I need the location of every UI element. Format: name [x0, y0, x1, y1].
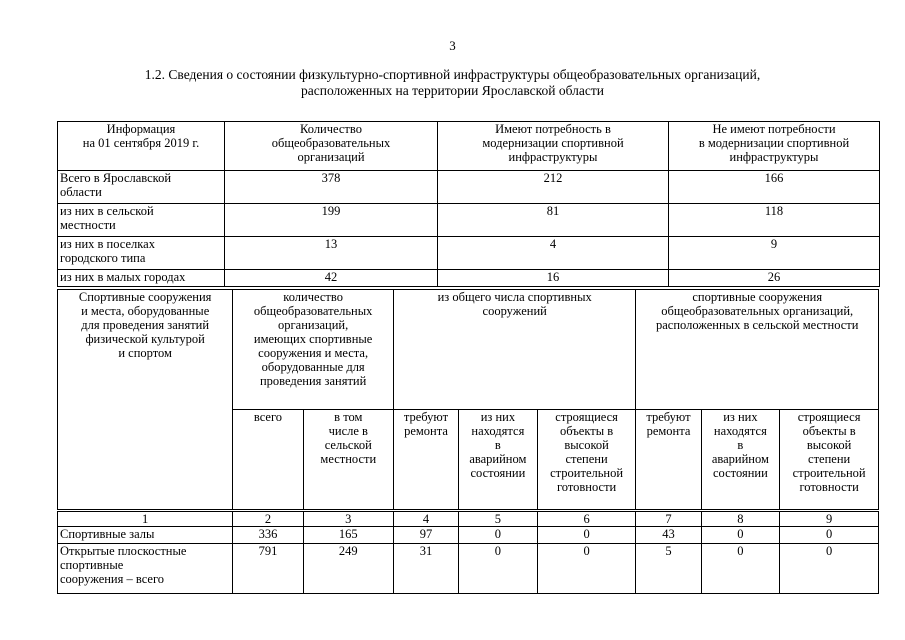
- cell-total: 42: [225, 270, 438, 287]
- document-title: [70, 67, 835, 99]
- column-number: 9: [780, 512, 879, 527]
- column-number: 4: [393, 512, 458, 527]
- table-cell: 0: [537, 527, 636, 544]
- table-cell: 791: [233, 544, 303, 594]
- cell-no-need: 166: [669, 171, 880, 204]
- facilities-header-table: [57, 289, 879, 510]
- row-label: Спортивные залы: [58, 527, 233, 544]
- subheader-rural-emergency: из них находятся в аварийном состоянии: [701, 410, 780, 510]
- table-cell: 0: [701, 544, 780, 594]
- column-number: 5: [459, 512, 538, 527]
- title-line-2: расположенных на территории Ярославской области: [301, 83, 604, 98]
- table-cell: 5: [636, 544, 701, 594]
- column-number-row: [58, 512, 879, 527]
- table-cell: 43: [636, 527, 701, 544]
- column-number: 7: [636, 512, 701, 527]
- subheader-emergency: из них находятся в аварийном состоянии: [459, 410, 538, 510]
- row-label: из них в сельской местности: [58, 204, 225, 237]
- table-row: [58, 204, 880, 237]
- table-row: [58, 544, 879, 594]
- summary-table: [57, 121, 880, 287]
- header-total-orgs: Количество общеобразовательных организаций: [225, 122, 438, 171]
- row-label: Открытые плоскостные спортивные сооружения – всего: [58, 544, 233, 594]
- cell-total: 199: [225, 204, 438, 237]
- cell-no-need: 118: [669, 204, 880, 237]
- header-no-need-modernization: Не имеют потребности в модернизации спортивной инфраструктуры: [669, 122, 880, 171]
- header-orgs-with-facilities: количество общеобразовательных организаций, имеющих спортивные сооружения и места, оборудованные для проведения занятий: [233, 290, 394, 410]
- table-row: [58, 527, 879, 544]
- table-cell: 336: [233, 527, 303, 544]
- table-row: [58, 171, 880, 204]
- row-label: Всего в Ярославской области: [58, 171, 225, 204]
- summary-header-row: [58, 122, 880, 171]
- cell-need: 16: [438, 270, 669, 287]
- subheader-under-construction: строящиеся объекты в высокой степени строительной готовности: [537, 410, 636, 510]
- facilities-group-row: [58, 290, 879, 410]
- column-number: 2: [233, 512, 303, 527]
- cell-total: 378: [225, 171, 438, 204]
- table-cell: 0: [459, 527, 538, 544]
- table-cell: 0: [459, 544, 538, 594]
- header-total-facilities: из общего числа спортивных сооружений: [393, 290, 636, 410]
- header-facilities-type: Спортивные сооружения и места, оборудованные для проведения занятий физической культурой и спортом: [58, 290, 233, 510]
- table-cell: 249: [303, 544, 393, 594]
- cell-need: 81: [438, 204, 669, 237]
- column-number: 3: [303, 512, 393, 527]
- facilities-data-table: [57, 511, 879, 594]
- cell-total: 13: [225, 237, 438, 270]
- header-info-date: Информация на 01 сентября 2019 г.: [58, 122, 225, 171]
- table-row: [58, 237, 880, 270]
- cell-no-need: 9: [669, 237, 880, 270]
- subheader-rural-need-repair: требуют ремонта: [636, 410, 701, 510]
- table-cell: 31: [393, 544, 458, 594]
- subheader-rural: в том числе в сельской местности: [303, 410, 393, 510]
- subheader-need-repair: требуют ремонта: [393, 410, 458, 510]
- table-cell: 0: [701, 527, 780, 544]
- page-number: 3: [449, 38, 456, 53]
- cell-need: 4: [438, 237, 669, 270]
- table-cell: 0: [537, 544, 636, 594]
- column-number: 1: [58, 512, 233, 527]
- title-line-1: 1.2. Сведения о состоянии физкультурно-спортивной инфраструктуры общеобразовательных организаций,: [144, 67, 761, 82]
- row-label: из них в поселках городского типа: [58, 237, 225, 270]
- subheader-total: всего: [233, 410, 303, 510]
- header-rural-facilities: спортивные сооружения общеобразовательных организаций, расположенных в сельской местности: [636, 290, 879, 410]
- cell-need: 212: [438, 171, 669, 204]
- table-cell: 97: [393, 527, 458, 544]
- header-need-modernization: Имеют потребность в модернизации спортивной инфраструктуры: [438, 122, 669, 171]
- column-number: 6: [537, 512, 636, 527]
- row-label: из них в малых городах: [58, 270, 225, 287]
- table-cell: 0: [780, 527, 879, 544]
- subheader-rural-under-construction: строящиеся объекты в высокой степени строительной готовности: [780, 410, 879, 510]
- table-row: [58, 270, 880, 287]
- table-cell: 165: [303, 527, 393, 544]
- cell-no-need: 26: [669, 270, 880, 287]
- table-cell: 0: [780, 544, 879, 594]
- column-number: 8: [701, 512, 780, 527]
